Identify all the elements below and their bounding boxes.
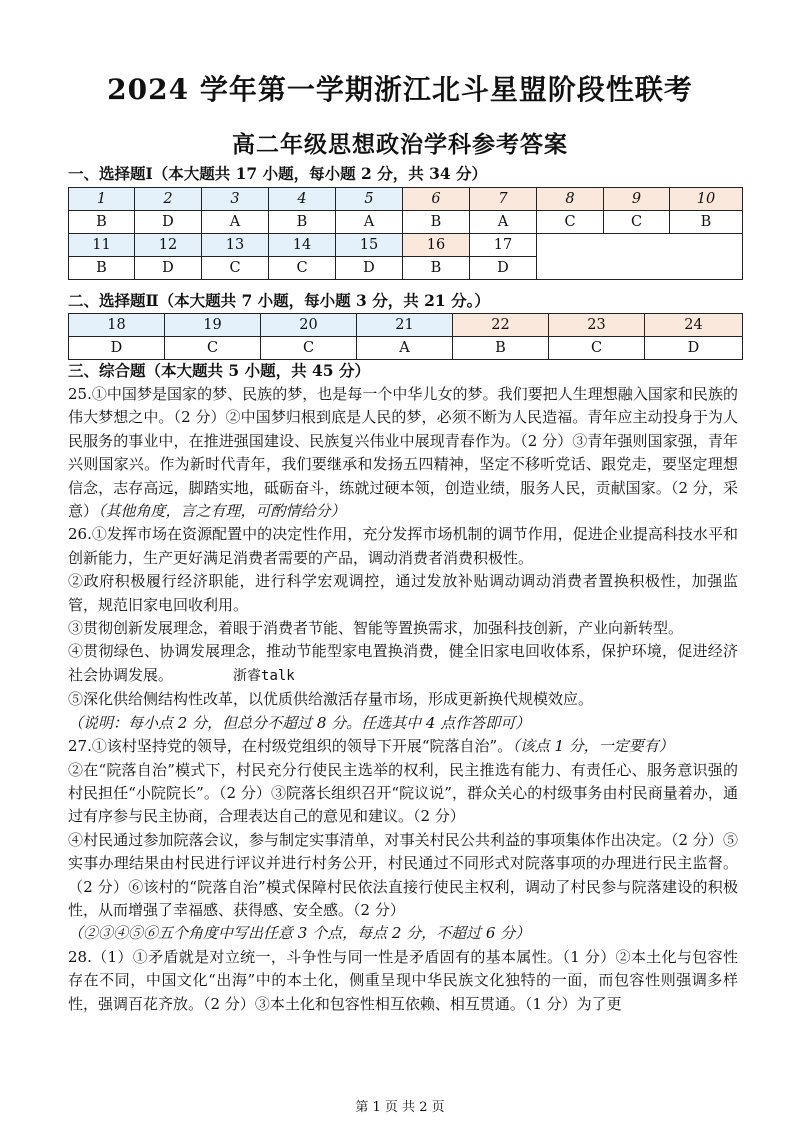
q-number-cell: 19 [165,314,261,337]
answer-cell: C [165,337,261,360]
q26-point3: ③贯彻创新发展理念，着眼于消费者节能、智能等置换需求，加强科技创新，产业向新转型。 [68,619,684,638]
empty-merged-cell [537,234,743,280]
section2-heading: 二、选择题Ⅱ（本大题共 7 小题，每小题 3 分，共 21 分。） [68,291,490,310]
q-number-cell: 8 [537,188,604,211]
q-number-cell: 4 [269,188,336,211]
table1-row1-numbers [69,188,743,211]
q-number-cell: 24 [645,314,743,337]
answer-cell: B [670,211,743,234]
answer-cell: B [69,211,135,234]
q-number-cell: 5 [336,188,403,211]
answer-cell: A [202,211,269,234]
answer-cell: B [269,211,336,234]
q26-point2: ②政府积极履行经济职能，进行科学宏观调控，通过发放补贴调动调动消费者置换积极性，加强监管，规范旧家电回收利用。 [68,572,738,614]
q-number-cell: 9 [604,188,670,211]
q25-answer [68,383,738,523]
q27-point1 [68,735,738,758]
q-number-cell: 3 [202,188,269,211]
answer-cell: C [604,211,670,234]
answer-cell: D [69,337,165,360]
answer-cell: A [470,211,537,234]
document-subtitle: 高二年级思想政治学科参考答案 [232,131,568,158]
q-number-cell: 18 [69,314,165,337]
q-number-cell: 10 [670,188,743,211]
answer-cell: B [403,211,470,234]
answer-cell: B [453,337,549,360]
q-number-cell: 17 [470,234,537,257]
q26-note: （说明：每小点 2 分，但总分不超过 8 分。任选其中 4 点作答即可） [68,713,531,732]
table1-row1-answers [69,211,743,234]
document-title: 2024 学年第一学期浙江北斗星盟阶段性联考 [107,73,693,106]
answer-body [68,383,738,1016]
answer-cell: C [269,257,336,280]
answer-cell: C [261,337,357,360]
answer-cell: B [403,257,470,280]
q26-point4 [68,640,738,688]
q25-note: （其他角度，言之有理，可酌情给分） [98,502,346,521]
q-number-cell: 2 [135,188,202,211]
q-number-cell: 16 [403,234,470,257]
answer-cell: D [470,257,537,280]
choice-table-1 [68,187,743,280]
q27-first-note: （该点 1 分，一定要有） [512,737,674,756]
watermark-text: 浙睿talk [233,667,295,684]
table2-answers [69,337,743,360]
q-number-cell: 22 [453,314,549,337]
page-number: 第 1 页 共 2 页 [355,1100,445,1115]
answer-cell: A [336,211,403,234]
q-number-cell: 14 [269,234,336,257]
q-number-cell: 15 [336,234,403,257]
answer-cell: D [336,257,403,280]
q27-point1-text: 27.①该村坚持党的领导，在村级党组织的领导下开展“院落自治”。 [68,737,513,756]
table1-row2-numbers [69,234,743,257]
q-number-cell: 23 [549,314,645,337]
q28-answer: 28.（1）①矛盾就是对立统一，斗争性与同一性是矛盾固有的基本属性。（1 分）②本土化与包容性存在不同，中国文化“出海”中的本土化，侧重呈现中华民族文化独特的一面，而包容性则强调多样性，强调百花齐放。（2 分）③本土化和包容性相互依赖、相互贯通。（1 分）为了更 [68,947,738,1013]
q-number-cell: 21 [357,314,453,337]
q-number-cell: 11 [69,234,135,257]
q-number-cell: 13 [202,234,269,257]
section3-heading: 三、综合题（本大题共 5 小题，共 45 分） [68,361,370,380]
answer-cell: C [202,257,269,280]
q26-point1: 26.①发挥市场在资源配置中的决定性作用，充分发挥市场机制的调节作用，促进企业提高科技水平和创新能力，生产更好满足消费者需要的产品，调动消费者消费积极性。 [68,525,738,567]
q26-point5: ⑤深化供给侧结构性改革，以优质供给激活存量市场，形成更新换代规模效应。 [68,690,594,709]
answer-cell: C [537,211,604,234]
answer-cell: A [357,337,453,360]
answer-cell: C [549,337,645,360]
q-number-cell: 12 [135,234,202,257]
answer-cell: B [69,257,135,280]
q-number-cell: 6 [403,188,470,211]
q-number-cell: 7 [470,188,537,211]
q26-point4-text: ④贯彻绿色、协调发展理念，推动节能型家电置换消费，健全旧家电回收体系，保护环境，促进经济社会协调发展。 [68,642,738,684]
q-number-cell: 1 [69,188,135,211]
choice-table-2 [68,313,743,360]
answer-cell: D [135,257,202,280]
table2-numbers [69,314,743,337]
q25-text: 25.①中国梦是国家的梦、民族的梦，也是每一个中华儿女的梦。我们要把人生理想融入国家和民族的伟大梦想之中。（2 分）②中国梦归根到底是人民的梦，必须不断为人民造福。青年应主动投身于为人民服务的事业中，在推进强国建设、民族复兴伟业中展现青春作为。（2 分）③青年强则国家强，青年兴则国家兴。作为新时代青年，我们要继承和发扬五四精神，坚定不移听党话、跟党走，要坚定理想信念，志存高远，脚踏实地，砥砺奋斗，练就过硬本领，创造业绩，服务人民，贡献国家。（2 分，采意） [68,385,738,521]
answer-cell: D [135,211,202,234]
q27-point2-3: ②在“院落自治”模式下，村民充分行使民主选举的权利，民主推选有能力、有责任心、服务意识强的村民担任“小院院长”。（2 分）③院落长组织召开“院议说”，群众关心的村级事务由村民商量着办，通过有序参与民主协商，合理表达自己的意见和建议。（2 分） [68,760,738,826]
q-number-cell: 20 [261,314,357,337]
q27-note: （②③④⑤⑥五个角度中写出任意 3 个点，每点 2 分，不超过 6 分） [68,924,531,943]
answer-cell: D [645,337,743,360]
section1-heading: 一、选择题Ⅰ（本大题共 17 小题，每小题 2 分，共 34 分） [68,164,488,183]
q27-point4-6: ④村民通过参加院落会议，参与制定实事清单，对事关村民公共利益的事项集体作出决定。（2 分）⑤实事办理结果由村民进行评议并进行村务公开，村民通过不同形式对院落事项的办理进行民主监督。（2 分）⑥该村的“院落自治”模式保障村民依法直接行使民主权利，调动了村民参与院落建设的积极性，从而增强了幸福感、获得感、安全感。（2 分） [68,830,738,919]
